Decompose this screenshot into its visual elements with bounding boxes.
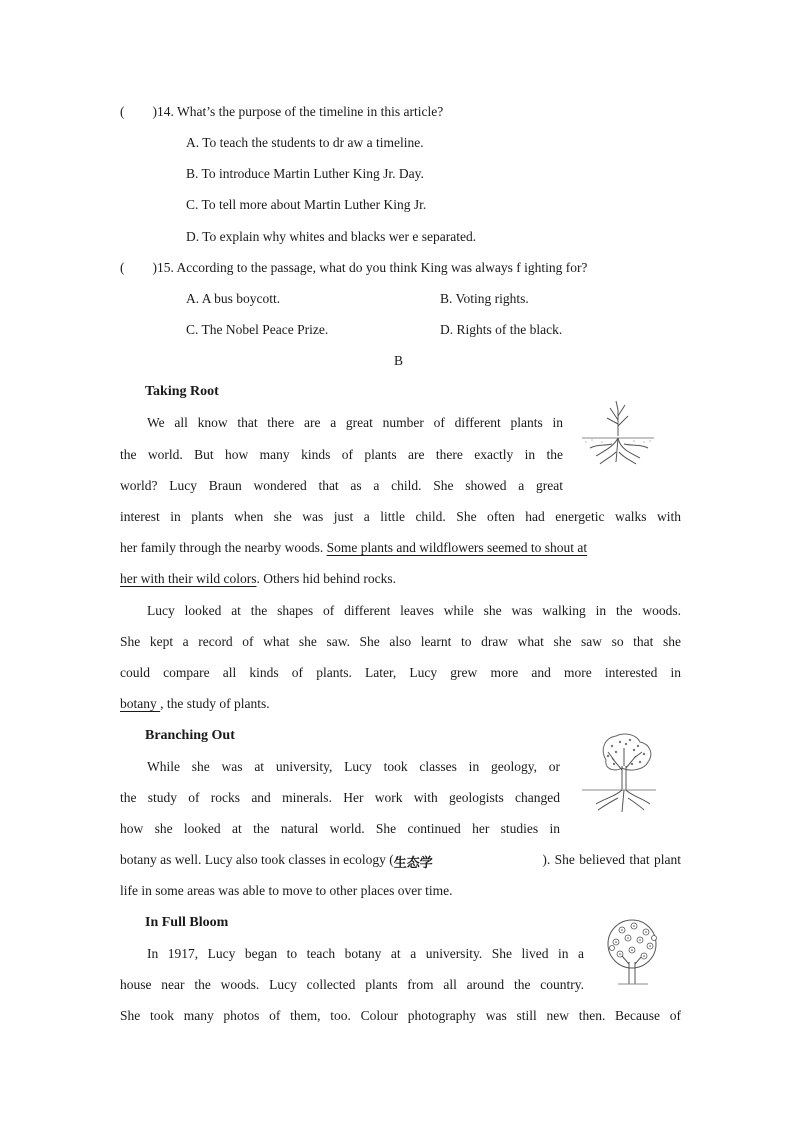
- paragraph-line: interest in plants when she was just a little child. She often had energetic walks with: [120, 509, 681, 524]
- chinese-term: 生态学: [393, 856, 433, 871]
- section-heading: In Full Bloom: [145, 915, 229, 930]
- paragraph-line: world? Lucy Braun wondered that as a child. She showed a great: [120, 478, 563, 493]
- question-number: )15.: [152, 260, 174, 275]
- underlined-phrase: Some plants and wildflowers seemed to shout at: [326, 540, 588, 555]
- question-15: [120, 260, 587, 276]
- paragraph-line: her family through the nearby woods. Some plants and wildflowers seemed to shout at: [120, 540, 588, 555]
- blooming-tree-illustration: [596, 918, 668, 986]
- option-b: B. Voting rights.: [440, 291, 529, 306]
- section-heading: Branching Out: [145, 728, 235, 743]
- underlined-phrase: her with their wild colors: [120, 571, 257, 586]
- paragraph-line: While she was at university, Lucy took classes in geology, or: [147, 759, 560, 774]
- paragraph-line: botany as well. Lucy also took classes in ecology ( 生态学 ). She believed that plant: [120, 852, 681, 871]
- paragraph-line: the study of rocks and minerals. Her work with geologists changed: [120, 790, 560, 805]
- option-c: C. To tell more about Martin Luther King Jr.: [186, 197, 427, 212]
- paragraph-line: house near the woods. Lucy collected plants from all around the country.: [120, 977, 584, 992]
- question-14: [120, 104, 443, 120]
- option-d: D. Rights of the black.: [440, 322, 563, 337]
- paragraph-line: In 1917, Lucy began to teach botany at a university. She lived in a: [147, 946, 584, 961]
- question-number: )14.: [152, 104, 174, 119]
- sapling-roots-illustration: [578, 396, 658, 468]
- paragraph-line: how she looked at the natural world. She continued her studies in: [120, 821, 560, 836]
- section-heading: Taking Root: [145, 384, 219, 399]
- option-b: B. To introduce Martin Luther King Jr. Day.: [186, 166, 424, 181]
- option-d: D. To explain why whites and blacks wer e separated.: [186, 229, 477, 244]
- underlined-word: botany: [120, 696, 161, 711]
- answer-blank-open: (: [120, 104, 125, 119]
- question-text: According to the passage, what do you think King was always f ighting for?: [176, 260, 588, 275]
- paragraph-line: Lucy looked at the shapes of different leaves while she was walking in the woods.: [147, 603, 681, 618]
- paragraph-line: the world. But how many kinds of plants are there exactly in the: [120, 447, 563, 462]
- section-letter: B: [394, 353, 404, 368]
- paragraph-line: her with their wild colors. Others hid behind rocks.: [120, 571, 396, 586]
- answer-blank-open: (: [120, 260, 125, 275]
- paragraph-line: botany , the study of plants.: [120, 696, 270, 711]
- option-a: A. To teach the students to dr aw a timeline.: [186, 135, 424, 150]
- paragraph-line: She took many photos of them, too. Colour photography was still new then. Because of: [120, 1008, 681, 1023]
- paragraph-line: We all know that there are a great number of different plants in: [147, 415, 563, 430]
- paragraph-line: life in some areas was able to move to other places over time.: [120, 883, 453, 898]
- paragraph-line: could compare all kinds of plants. Later, Lucy grew more and more interested in: [120, 665, 681, 680]
- paragraph-line: She kept a record of what she saw. She also learnt to draw what she saw so that she: [120, 634, 681, 649]
- question-text: What’s the purpose of the timeline in this article?: [177, 104, 444, 119]
- option-a: A. A bus boycott.: [186, 291, 281, 306]
- branching-tree-illustration: [578, 730, 660, 814]
- option-c: C. The Nobel Peace Prize.: [186, 322, 329, 337]
